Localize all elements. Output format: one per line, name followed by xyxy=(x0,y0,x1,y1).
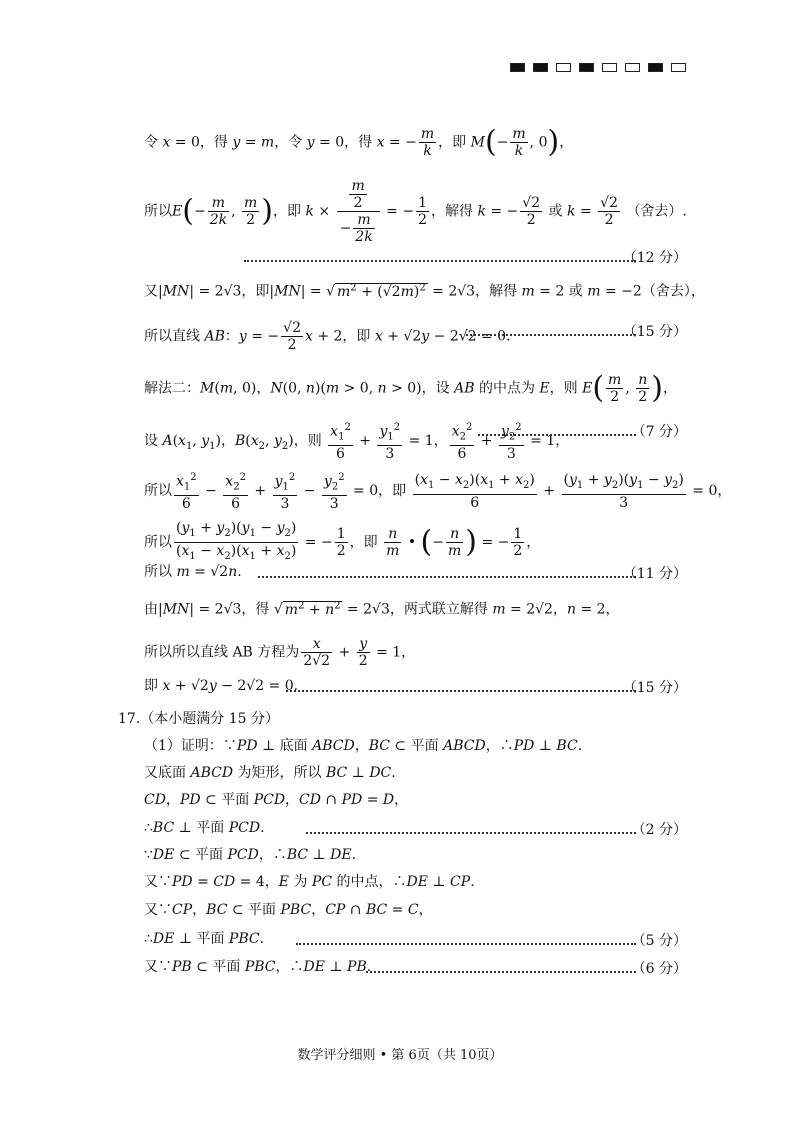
score-leader-dots xyxy=(306,831,636,834)
proof-line-6: 又∵PD = CD = 4，E 为 PC 的中点，∴DE ⊥ CP. xyxy=(144,874,475,890)
solution-line-5: 解法二：M(m, 0)，N(0, n)(m > 0, n > 0)，设 AB 的中点为 E，则 E( $\frac{m}{2}$ , $\frac{n}{2}$ )， xyxy=(144,370,677,406)
question-17-heading: 17.（本小题满分 15 分） xyxy=(118,711,279,727)
proof-line-7: 又∵CP，BC ⊂ 平面 PBC，CP ∩ BC = C， xyxy=(144,902,433,918)
proof-line-2: 又底面 ABCD 为矩形，所以 BC ⊥ DC. xyxy=(144,765,396,781)
score-6: （6 分） xyxy=(631,961,687,977)
page-marker-squares xyxy=(510,63,686,72)
marker-square xyxy=(556,63,571,72)
solution-line-2: 所以E(− $\frac{m}{2k}$ , $\frac{m}{2}$ )，即 k × $\frac{m}{2}$ − $\frac{m}{2k}$ = − $\frac{1}{2}$ ，解得 k = − $\frac{√2}{2}$ 或 k = $\frac{√2}{2}$ （舍去）. xyxy=(144,178,687,245)
solution-line-7: 所以 $\frac{x_1^2}{6}$ − $\frac{x_2^2}{6}$ + $\frac{y_1^2}{3}$ − $\frac{y_2^2}{3}$ = 0，即 $\frac{(x_1 - x_2)(x_1 + x_2)}{6}$ + $\frac{(y_1 + y_2)(y_1 - y_2)}{3}$ = 0， xyxy=(144,471,732,513)
marker-square xyxy=(510,63,525,72)
solution-line-4: 所以直线 AB：y = − $\frac{√2}{2}$ x + 2，即 x + √2y − 2√2 = 0. xyxy=(144,320,511,353)
score-5: （5 分） xyxy=(631,933,687,949)
score-7: （7 分） xyxy=(631,424,687,440)
score-15-b: （15 分） xyxy=(622,680,687,696)
proof-line-3: CD，PD ⊂ 平面 PCD，CD ∩ PD = D， xyxy=(144,792,409,808)
marker-square xyxy=(671,63,686,72)
score-leader-dots xyxy=(478,433,636,436)
marker-square xyxy=(602,63,617,72)
solution-line-11: 所以所以直线 AB 方程为 $\frac{x}{2√2}$ + $\frac{y}{2}$ = 1， xyxy=(144,636,416,669)
solution-line-3: 又|MN| = 2√3，即|MN| = √ $m^2 + (√2m)^2 = 2√3$，解得 m = 2 或 m = −2（舍去）， xyxy=(144,282,705,300)
solution-line-10: 由|MN| = 2√3，得 √ $m^2 + n^2 = 2√3$，两式联立解得 m = 2√2，n = 2， xyxy=(144,600,620,618)
solution-line-1: 令 x = 0，得 y = m，令 y = 0，得 x = − $\frac{m}{k}$ ，即 M(− $\frac{m}{k}$ , 0)， xyxy=(144,124,574,160)
solution-line-12: 即 x + √2y − 2√2 = 0. xyxy=(144,678,299,694)
score-leader-dots xyxy=(366,970,636,973)
score-12: （12 分） xyxy=(622,250,687,266)
score-15: （15 分） xyxy=(622,324,687,340)
solution-line-9: 所以 m = √2n. xyxy=(144,564,242,580)
proof-line-1: （1）证明：∵PD ⊥ 底面 ABCD，BC ⊂ 平面 ABCD，∴PD ⊥ BC. xyxy=(144,738,583,754)
score-leader-dots xyxy=(466,333,636,336)
proof-line-8: ∴DE ⊥ 平面 PBC. xyxy=(144,931,265,947)
marker-square xyxy=(648,63,663,72)
score-leader-dots xyxy=(258,575,636,578)
proof-line-4: ∴BC ⊥ 平面 PCD. xyxy=(144,820,265,836)
solution-line-8: 所以 $\frac{(y_1 + y_2)(y_1 - y_2)}{(x_1 - x_2)(x_1 + x_2)}$ = − $\frac{1}{2}$ ，即 $\frac{n}{m}$ • (− $\frac{n}{m}$ ) = − $\frac{1}{2}$ ， xyxy=(144,520,541,562)
score-leader-dots xyxy=(296,942,636,945)
score-leader-dots xyxy=(286,689,636,692)
score-11: （11 分） xyxy=(622,566,687,582)
proof-line-5: ∵DE ⊂ 平面 PCD，∴BC ⊥ DE. xyxy=(144,847,357,863)
solution-line-6: 设 $A(x_1$, $y_1$)，$B(x_2$, $y_2$)，则 $\frac{x_1^2}{6}$ + $\frac{y_1^2}{3}$ = 1， $\frac{x_2^2}{6}$ + $\frac{y_2^2}{3}$ = 1， xyxy=(144,422,570,463)
score-2: （2 分） xyxy=(631,822,687,838)
marker-square xyxy=(533,63,548,72)
proof-line-9: 又∵PB ⊂ 平面 PBC，∴DE ⊥ PB. xyxy=(144,959,372,975)
marker-square xyxy=(625,63,640,72)
marker-square xyxy=(579,63,594,72)
page-footer: 数学评分细则 • 第 6页（共 10页） xyxy=(297,1048,503,1063)
score-leader-dots xyxy=(244,259,636,262)
